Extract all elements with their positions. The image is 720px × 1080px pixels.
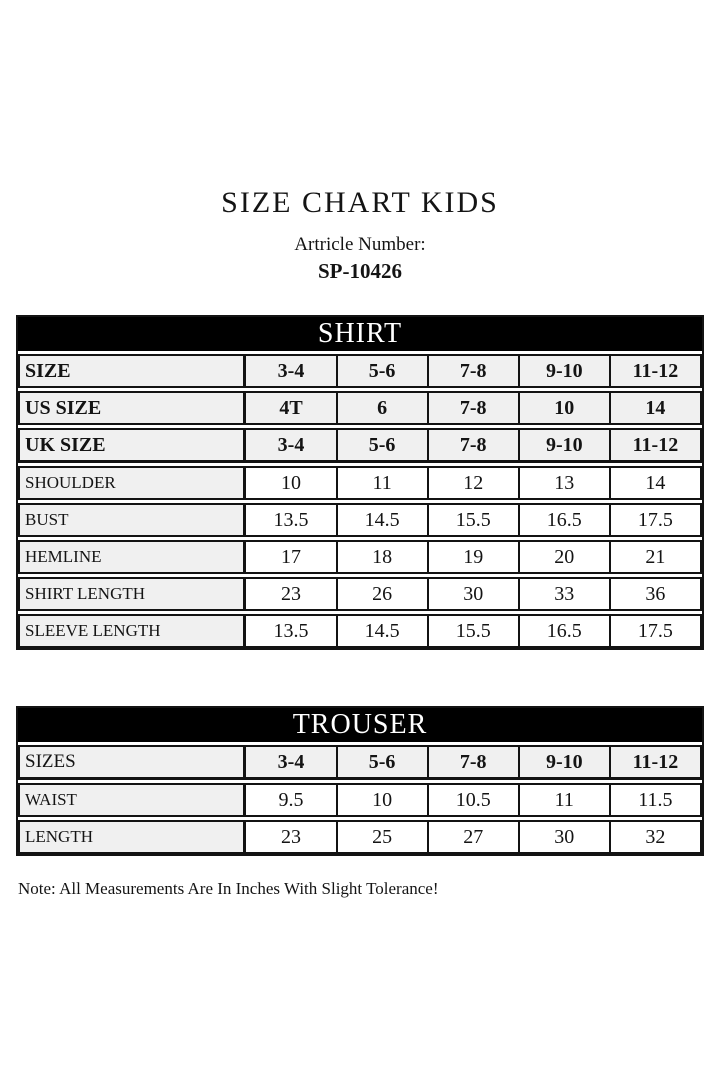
value-cell: 5-6	[338, 745, 429, 780]
value-cell: 3-4	[246, 354, 337, 388]
value-cell: 23	[246, 820, 337, 854]
measurement-row	[18, 540, 702, 574]
value-cell: 20	[520, 540, 611, 574]
value-cell: 12	[429, 466, 520, 500]
size-header-row	[18, 745, 702, 780]
value-cell: 15.5	[429, 614, 520, 648]
value-cell: 36	[611, 577, 702, 611]
value-cell: 3-4	[246, 745, 337, 780]
row-label: BUST	[18, 503, 246, 537]
value-cell: 18	[338, 540, 429, 574]
trouser-size-table	[18, 742, 702, 856]
row-label: SHIRT LENGTH	[18, 577, 246, 611]
shirt-size-table	[18, 351, 702, 650]
value-cell: 26	[338, 577, 429, 611]
trouser-table-title: TROUSER	[18, 708, 702, 742]
page-title: SIZE CHART KIDS	[221, 186, 499, 219]
value-cell: 19	[429, 540, 520, 574]
shirt-table-title: SHIRT	[18, 317, 702, 351]
row-label: HEMLINE	[18, 540, 246, 574]
value-cell: 7-8	[429, 428, 520, 463]
value-cell: 32	[611, 820, 702, 854]
row-label: WAIST	[18, 783, 246, 817]
value-cell: 9-10	[520, 745, 611, 780]
size-header-row	[18, 391, 702, 425]
value-cell: 11.5	[611, 783, 702, 817]
value-cell: 7-8	[429, 745, 520, 780]
value-cell: 23	[246, 577, 337, 611]
value-cell: 16.5	[520, 614, 611, 648]
value-cell: 9-10	[520, 354, 611, 388]
row-label: UK SIZE	[18, 428, 246, 463]
value-cell: 9.5	[246, 783, 337, 817]
shirt-table	[16, 315, 704, 650]
value-cell: 4T	[246, 391, 337, 425]
value-cell: 10	[246, 466, 337, 500]
value-cell: 30	[520, 820, 611, 854]
value-cell: 11-12	[611, 428, 702, 463]
article-number-label: Artricle Number:	[294, 234, 426, 255]
value-cell: 14.5	[338, 503, 429, 537]
measurement-row	[18, 466, 702, 500]
value-cell: 11-12	[611, 354, 702, 388]
row-label: SHOULDER	[18, 466, 246, 500]
value-cell: 11	[338, 466, 429, 500]
value-cell: 7-8	[429, 391, 520, 425]
measurement-row	[18, 503, 702, 537]
row-label: SIZE	[18, 354, 246, 388]
value-cell: 16.5	[520, 503, 611, 537]
value-cell: 5-6	[338, 354, 429, 388]
value-cell: 17.5	[611, 503, 702, 537]
row-label: SLEEVE LENGTH	[18, 614, 246, 648]
measurement-row	[18, 614, 702, 648]
value-cell: 5-6	[338, 428, 429, 463]
value-cell: 11-12	[611, 745, 702, 780]
article-number-value: SP-10426	[318, 259, 402, 283]
value-cell: 14.5	[338, 614, 429, 648]
value-cell: 7-8	[429, 354, 520, 388]
row-label: SIZES	[18, 745, 246, 780]
value-cell: 10.5	[429, 783, 520, 817]
row-label: US SIZE	[18, 391, 246, 425]
size-header-row	[18, 428, 702, 463]
value-cell: 14	[611, 391, 702, 425]
value-cell: 33	[520, 577, 611, 611]
value-cell: 15.5	[429, 503, 520, 537]
value-cell: 10	[338, 783, 429, 817]
value-cell: 13.5	[246, 614, 337, 648]
value-cell: 3-4	[246, 428, 337, 463]
value-cell: 13	[520, 466, 611, 500]
value-cell: 25	[338, 820, 429, 854]
value-cell: 27	[429, 820, 520, 854]
value-cell: 10	[520, 391, 611, 425]
value-cell: 13.5	[246, 503, 337, 537]
measurement-note: Note: All Measurements Are In Inches With Slight Tolerance!	[18, 879, 439, 898]
value-cell: 17	[246, 540, 337, 574]
value-cell: 30	[429, 577, 520, 611]
value-cell: 14	[611, 466, 702, 500]
value-cell: 11	[520, 783, 611, 817]
value-cell: 21	[611, 540, 702, 574]
measurement-row	[18, 820, 702, 854]
measurement-row	[18, 577, 702, 611]
trouser-table	[16, 706, 704, 856]
size-header-row	[18, 354, 702, 388]
value-cell: 17.5	[611, 614, 702, 648]
value-cell: 6	[338, 391, 429, 425]
value-cell: 9-10	[520, 428, 611, 463]
measurement-row	[18, 783, 702, 817]
row-label: LENGTH	[18, 820, 246, 854]
